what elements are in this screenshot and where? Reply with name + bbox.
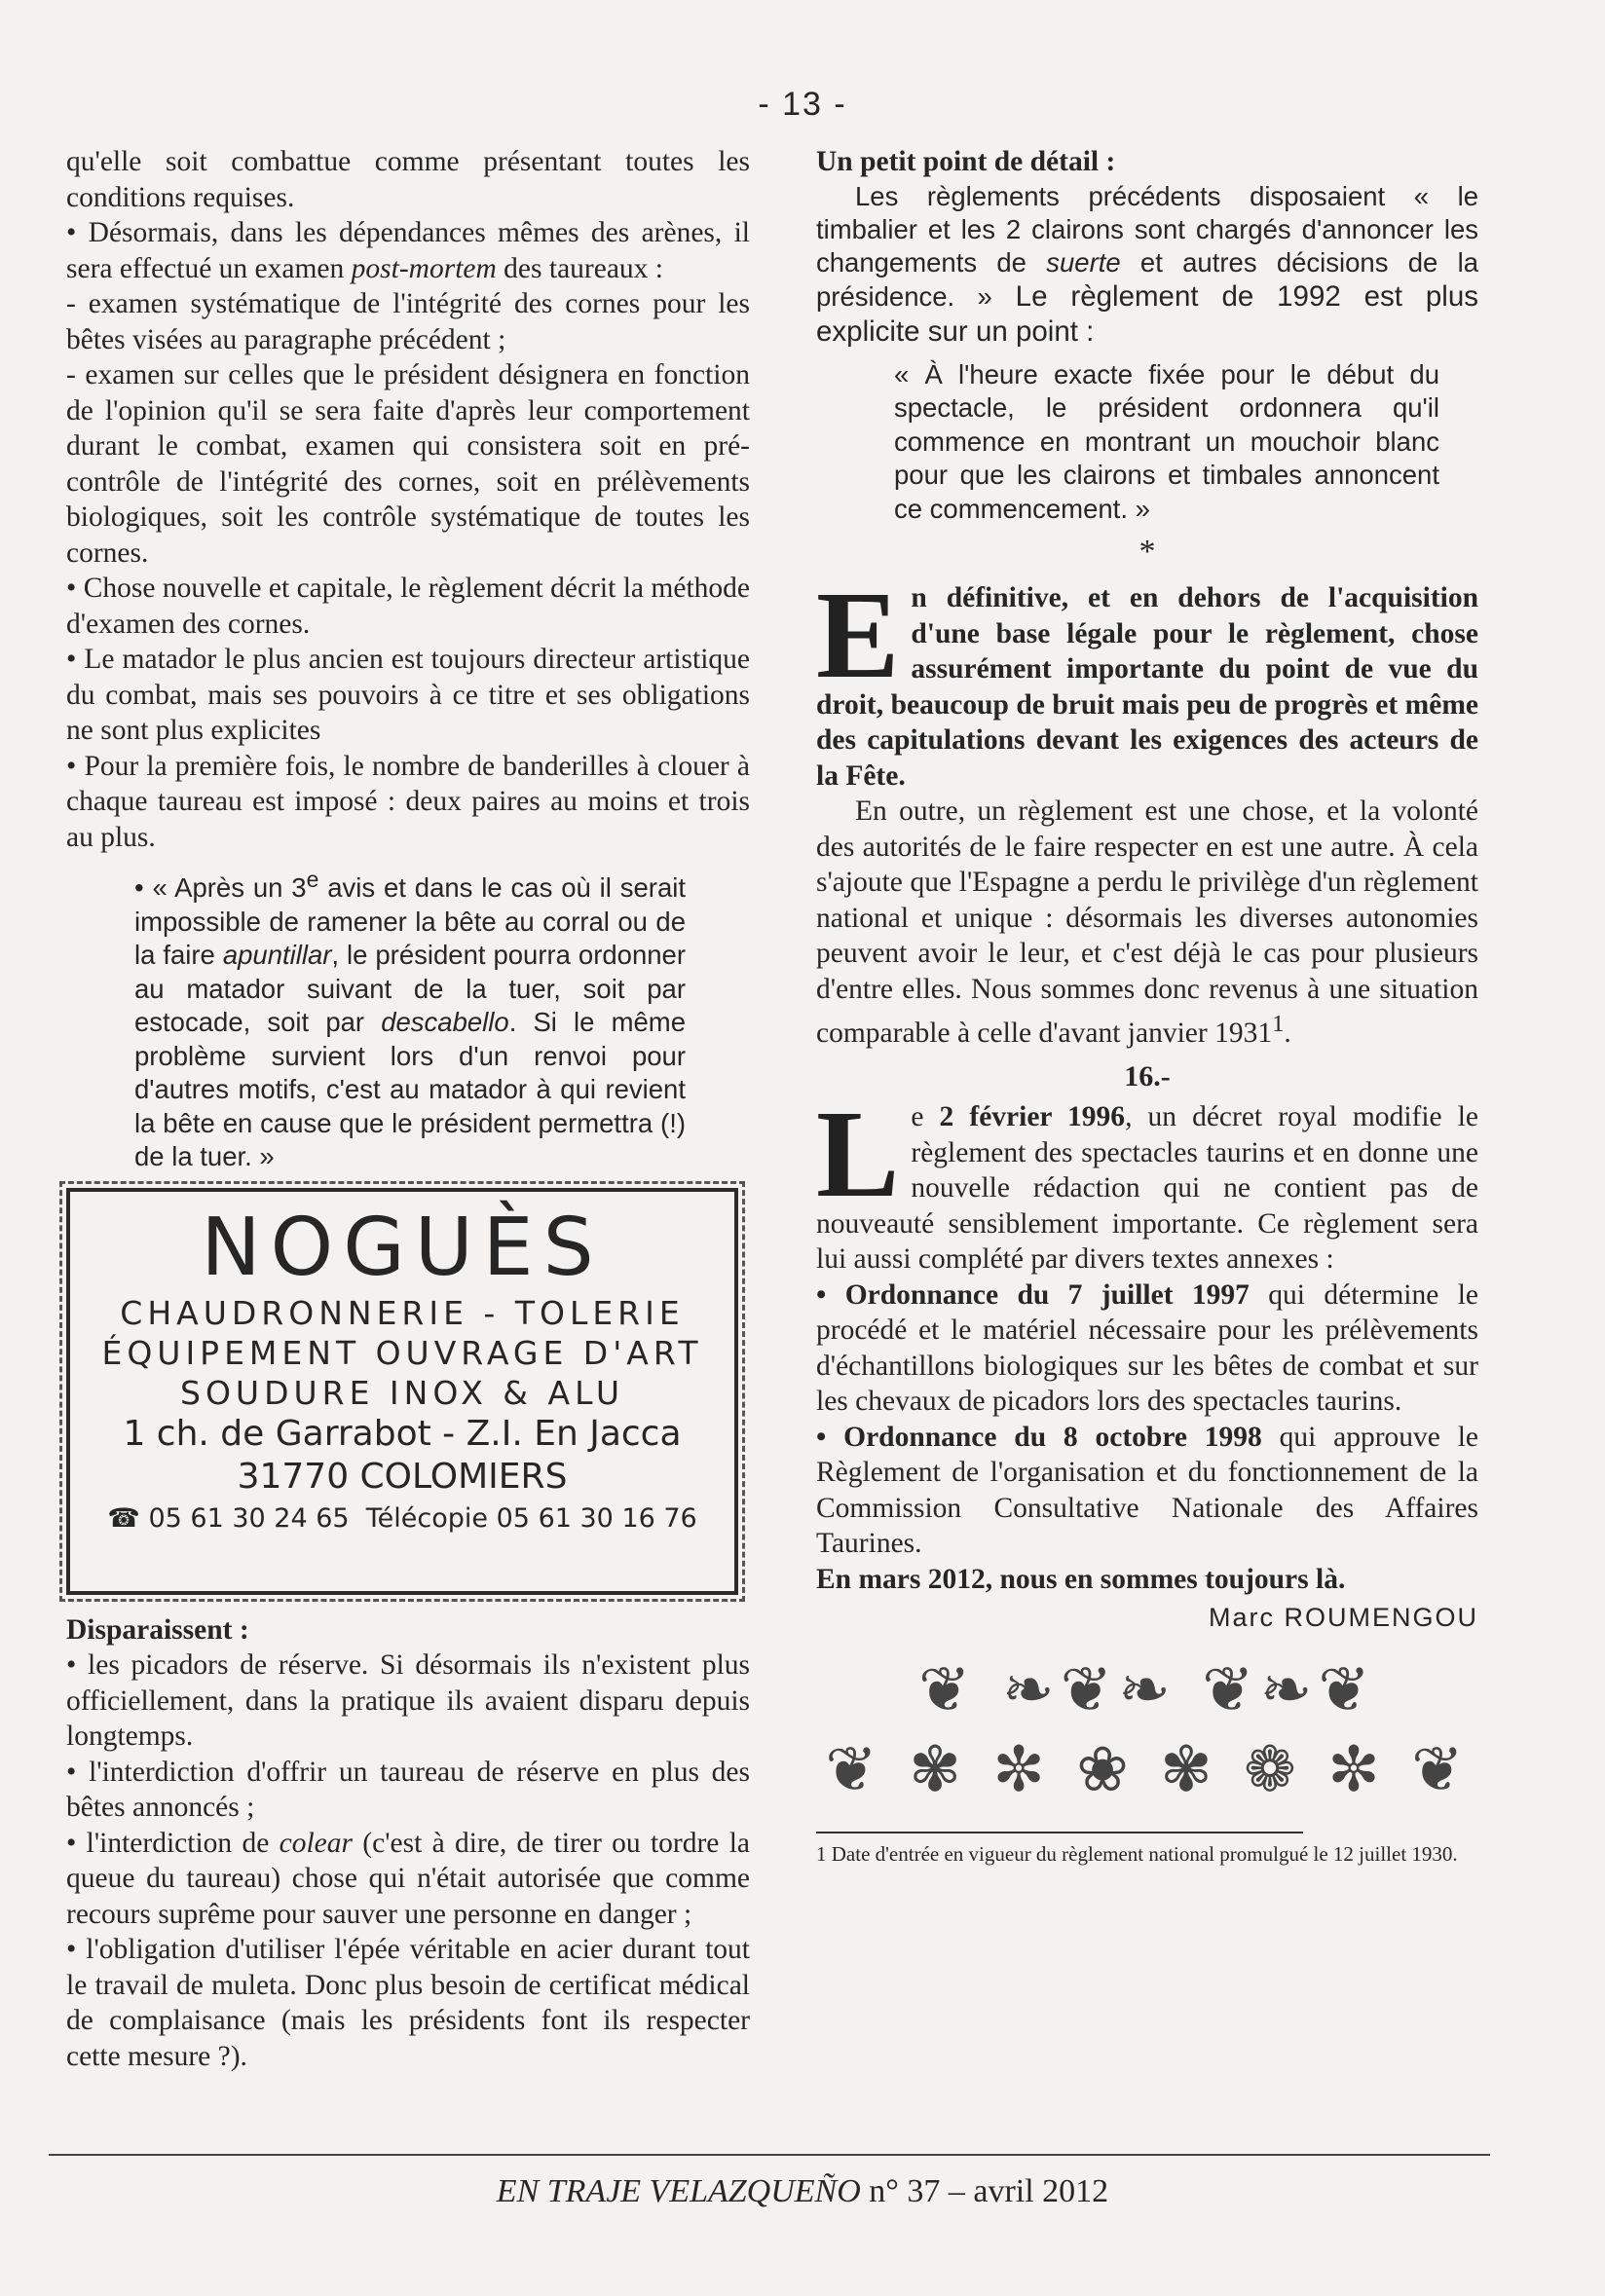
drop-cap: E: [816, 566, 900, 704]
right-column: [816, 144, 1478, 1867]
paragraph: • l'interdiction d'offrir un taureau de réserve en plus des bêtes annoncés ;: [66, 1756, 750, 1824]
ornament-row-1: ❦ ❧❦❧ ❦❧❦: [917, 1654, 1377, 1727]
bold-paragraph: En définitive, et en dehors de l'acquisition d'une base légale pour le règlement, chose assurément importante du point de vue du droit, beaucoup de bruit mais peu de progrès et même des capitulations devant les exigences des acteurs de la Fête.: [816, 566, 1478, 792]
left-column: [66, 144, 750, 2074]
block-quote: • « Après un 3e avis et dans le cas où il serait impossible de ramener la bête au corral ou de la faire apuntillar, le président pourra ordonner au matador suivant de la tuer, soit par estocade, soit par descabello. Si le même problème survient lors d'un renvoi pour d'autres motifs, c'est au matador à qui revient la bête en cause que le président permettra (!) de la tuer. »: [134, 867, 686, 1172]
paragraph: - examen systématique de l'intégrité des cornes pour les bêtes visées au paragraphe précédent ;: [66, 288, 750, 355]
section-heading: Un petit point de détail :: [816, 146, 1116, 177]
ad-line: CHAUDRONNERIE - TOLERIE: [120, 1293, 685, 1332]
ad-line: SOUDURE INOX & ALU: [180, 1373, 624, 1412]
ad-city: 31770 COLOMIERS: [237, 1456, 568, 1497]
separator-asterisk: *: [1138, 534, 1156, 570]
footnote-divider: [816, 1832, 1303, 1833]
author-signature: Marc ROUMENGOU: [1209, 1603, 1478, 1633]
paragraph: • Désormais, dans les dépendances mêmes des arènes, il sera effectué un examen post-mortem des taureaux :: [66, 217, 750, 284]
section-number: 16.-: [1124, 1060, 1171, 1093]
paragraph: • Ordonnance du 8 octobre 1998 qui approuve le Règlement de l'organisation et du fonctionnement de la Commission Consultative Nationale des Affaires Taurines.: [816, 1421, 1478, 1560]
phone-icon: ☎: [107, 1502, 140, 1534]
footnote-ref: 1: [1272, 1011, 1285, 1037]
paragraph: Le 2 février 1996, un décret royal modifie le règlement des spectacles taurins et en donne une nouvelle rédaction qui ne contient pas de nouveauté sensiblement importante. Ce règlement sera lui aussi complété par divers textes annexes :: [816, 1085, 1478, 1276]
paragraph: • Pour la première fois, le nombre de banderilles à clouer à chaque taureau est imposé : deux paires au moins et trois au plus.: [66, 750, 750, 853]
footer-divider: [49, 2154, 1490, 2156]
advertisement-box: [66, 1188, 738, 1595]
drop-cap: L: [816, 1085, 900, 1224]
ad-phone: ☎ 05 61 30 24 65 Télécopie 05 61 30 16 76: [107, 1502, 697, 1534]
paragraph: • l'interdiction de colear (c'est à dire, de tirer ou tordre la queue du taureau) chose qui n'était autorisée que comme recours suprême pour sauver une personne en danger ;: [66, 1827, 750, 1930]
closing-line: En mars 2012, nous en sommes toujours là.: [816, 1563, 1346, 1595]
paragraph: • Ordonnance du 7 juillet 1997 qui détermine le procédé et le matériel nécessaire pour les prélèvements d'échantillons biologiques sur les bêtes de combat et sur les chevaux de picadors lors des spectacles taurins.: [816, 1278, 1478, 1418]
paragraph: - examen sur celles que le président désignera en fonction de l'opinion qu'il se sera faite d'après leur comportement durant le combat, examen qui consistera soit en pré-contrôle de l'intégrité des cornes, soit en prélèvements biologiques, soit les contrôle systématique de toutes les cornes.: [66, 359, 750, 569]
page-number: - 13 -: [758, 86, 847, 123]
ornament-row-2: ❦ ✾ ✼ ❀ ✾ ❁ ✼ ❦: [825, 1734, 1470, 1807]
ad-brand: NOGUÈS: [201, 1201, 604, 1294]
issue-info: n° 37 – avril 2012: [860, 2173, 1109, 2209]
footer: [0, 2173, 1605, 2210]
ad-line: ÉQUIPEMENT OUVRAGE D'ART: [101, 1333, 703, 1372]
block-quote: « À l'heure exacte fixée pour le début du spectacle, le président ordonnera qu'il commence en montrant un mouchoir blanc pour que les clairons et timbales annoncent ce commencement. »: [894, 358, 1439, 524]
paragraph: • Chose nouvelle et capitale, le règlement décrit la méthode d'examen des cornes.: [66, 573, 750, 640]
paragraph: En outre, un règlement est une chose, et la volonté des autorités de le faire respecter en est une autre. À cela s'ajoute que l'Espagne a perdu le privilège d'un règlement national et unique : désormais les diverses autonomies peuvent avoir le leur, et c'est déjà le cas pour plusieurs d'entre elles. Nous sommes donc revenus à une situation comparable à celle d'avant janvier 1931$^1$.: [816, 796, 1478, 1049]
paragraph: • l'obligation d'utiliser l'épée véritable en acier durant tout le travail de muleta. Donc plus besoin de certificat médical de complaisance (mais les présidents font ils respecter cette mesure ?).: [66, 1934, 750, 2072]
publication-title: EN TRAJE VELAZQUEÑO: [496, 2173, 861, 2209]
ad-address: 1 ch. de Garrabot - Z.I. En Jacca: [123, 1413, 682, 1454]
paragraph: • les picadors de réserve. Si désormais ils n'existent plus officiellement, dans la pratique ils avaient disparu depuis longtemps.: [66, 1649, 750, 1753]
footnote: 1 Date d'entrée en vigueur du règlement national promulgué le 12 juillet 1930.: [816, 1842, 1458, 1867]
paragraph: • Le matador le plus ancien est toujours directeur artistique du combat, mais ses pouvoirs à ce titre et ses obligations ne sont plus explicites: [66, 644, 750, 746]
paragraph: Les règlements précédents disposaient « le timbalier et les 2 clairons sont chargés d'annoncer les changements de suerte et autres décisions de la présidence. » Le règlement de 1992 est plus explicite sur un point :: [816, 180, 1478, 348]
paragraph: qu'elle soit combattue comme présentant toutes les conditions requises.: [66, 146, 750, 213]
section-heading: Disparaissent :: [66, 1613, 249, 1646]
